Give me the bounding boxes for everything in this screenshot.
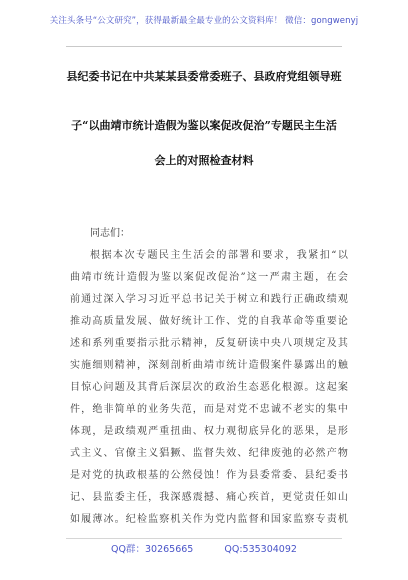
document-title-line-1: 县纪委书记在中共某某县委常委班子、县政府党组领导班 — [66, 70, 342, 83]
header-divider — [66, 46, 342, 47]
body-line: 式主义、官僚主义猖獗、监督失效、纪律废弛的必然产物 — [70, 448, 348, 459]
salutation: 同志们： — [90, 228, 130, 239]
body-line: 推动高质量发展、做好统计工作、党的自我革命等重要论 — [70, 316, 348, 327]
body-line: 根据本次专题民主生活会的部署和要求，我紧扣“以 — [90, 250, 348, 261]
page-header-promo: 关注头条号“公文研究”，获得最新最全最专业的公文资料库！ 微信：gongwenyj — [49, 16, 359, 26]
body-line: 实施细则精神，深刻剖析曲靖市统计造假案件暴露出的触 — [70, 360, 348, 371]
page-footer — [0, 541, 408, 555]
body-line: 记、县监委主任，我深感震撼、痛心疾首，更觉责任如山 — [70, 492, 348, 503]
body-line: 如履薄冰。纪检监察机关作为党内监督和国家监察专责机 — [70, 514, 348, 525]
footer-divider — [66, 538, 342, 539]
body-line: 目惊心问题及其背后深层次的政治生态恶化根源。这起案 — [70, 382, 348, 393]
document-title-line-3: 会上的对照检查材料 — [154, 154, 254, 167]
body-line: 述和系列重要指示批示精神，反复研读中央八项规定及其 — [70, 338, 348, 349]
footer-qq: QQ:535304092 — [224, 544, 297, 555]
body-line: 前通过深入学习习近平总书记关于树立和践行正确政绩观 — [70, 294, 348, 305]
footer-qq-group: QQ群：30265665 — [111, 544, 194, 555]
body-line: 是对党的执政根基的公然侵蚀！作为县委常委、县纪委书 — [70, 470, 348, 481]
body-line: 件，绝非简单的业务失范，而是对党不忠诚不老实的集中 — [70, 404, 348, 415]
body-line: 曲靖市统计造假为鉴以案促改促治”这一严肃主题，在会 — [70, 272, 348, 283]
document-title-line-2: 子“以曲靖市统计造假为鉴以案促改促治”专题民主生活 — [71, 119, 337, 132]
body-line: 体现，是政绩观严重扭曲、权力观彻底异化的恶果，是形 — [70, 426, 348, 437]
